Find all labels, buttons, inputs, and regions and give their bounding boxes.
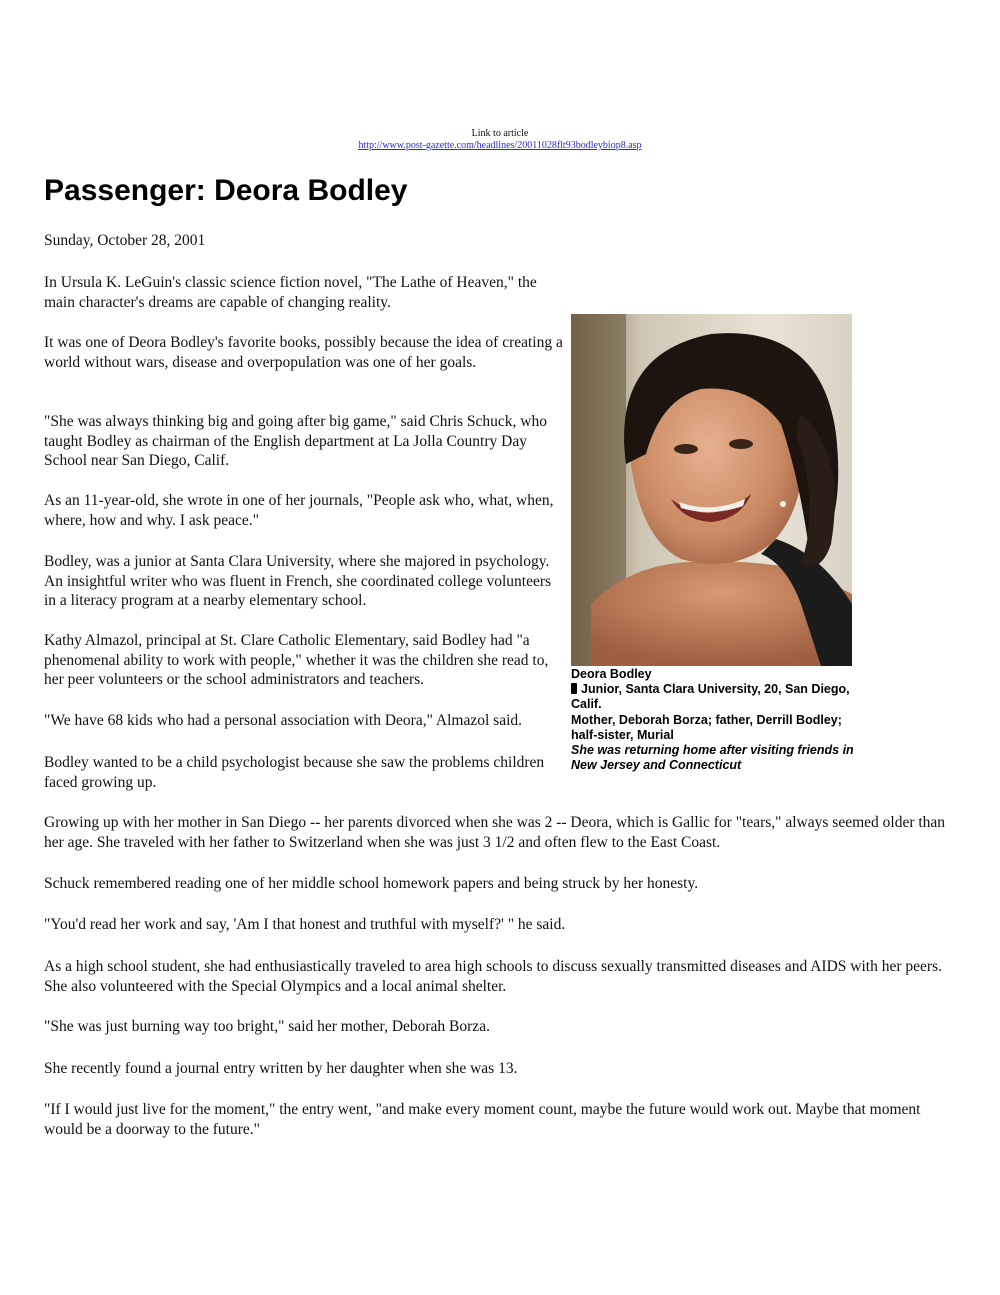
caption-detail-line [571, 682, 871, 712]
paragraph: It was one of Deora Bodley's favorite books, possibly because the idea of creating a world without wars, disease and overpopulation was one of her goals. [44, 334, 563, 371]
paragraph: "We have 68 kids who had a personal association with Deora," Almazol said. [44, 712, 523, 729]
link-label: Link to article [471, 128, 529, 139]
paragraph: "She was just burning way too bright," said her mother, Deborah Borza. [44, 1018, 490, 1035]
paragraph: Schuck remembered reading one of her middle school homework papers and being struck by her honesty. [44, 875, 699, 892]
photo-caption [571, 667, 871, 773]
article-url-link[interactable]: http://www.post-gazette.com/headlines/20011028flt93bodleybiop8.asp [358, 140, 642, 151]
paragraph: In Ursula K. LeGuin's classic science fiction novel, "The Lathe of Heaven," the main character's dreams are capable of changing reality. [44, 274, 537, 311]
paragraph: She recently found a journal entry written by her daughter when she was 13. [44, 1060, 518, 1077]
paragraph: Kathy Almazol, principal at St. Clare Catholic Elementary, said Bodley had "a phenomenal ability to work with people," whether it was the children she read to, her peer volunteers or the school administrators and teachers. [44, 632, 549, 688]
paragraph: "If I would just live for the moment," the entry went, "and make every moment count, maybe the future would work out. Maybe that moment would be a doorway to the future." [44, 1101, 921, 1138]
paragraph: "You'd read her work and say, 'Am I that honest and truthful with myself?' " he said. [44, 916, 566, 933]
page-title: Passenger: Deora Bodley [44, 174, 408, 207]
publication-date: Sunday, October 28, 2001 [44, 232, 206, 249]
paragraph: As a high school student, she had enthusiastically traveled to area high schools to discuss sexually transmitted diseases and AIDS with her peers. She also volunteered with the Special Olympics and a local animal shelter. [44, 958, 942, 995]
caption-family: Mother, Deborah Borza; father, Derrill Bodley; half-sister, Murial [571, 712, 842, 742]
paragraph: Bodley wanted to be a child psychologist because she saw the problems children faced growing up. [44, 754, 545, 791]
paragraph: Growing up with her mother in San Diego -- her parents divorced when she was 2 -- Deora, which is Gallic for "tears," always seemed older than her age. She traveled with her father to Switzerland when she was just 3 1/2 and often flew to the East Coast. [44, 814, 946, 851]
caption-note: She was returning home after visiting friends in New Jersey and Connecticut [571, 743, 854, 773]
caption-name: Deora Bodley [571, 667, 652, 681]
article-link-block [0, 128, 1000, 152]
paragraph: Bodley, was a junior at Santa Clara University, where she majored in psychology. An insightful writer who was fluent in French, she coordinated college volunteers in a literacy program at a nearby elementary school. [44, 553, 552, 609]
paragraph: "She was always thinking big and going after big game," said Chris Schuck, who taught Bodley as chairman of the English department at La Jolla Country Day School near San Diego, Calif. [44, 413, 547, 469]
caption-detail: Junior, Santa Clara University, 20, San Diego, Calif. [571, 682, 850, 712]
paragraph: As an 11-year-old, she wrote in one of her journals, "People ask who, what, when, where, how and why. I ask peace." [44, 492, 554, 529]
bullet-icon [571, 683, 577, 694]
portrait-photo [571, 314, 852, 666]
